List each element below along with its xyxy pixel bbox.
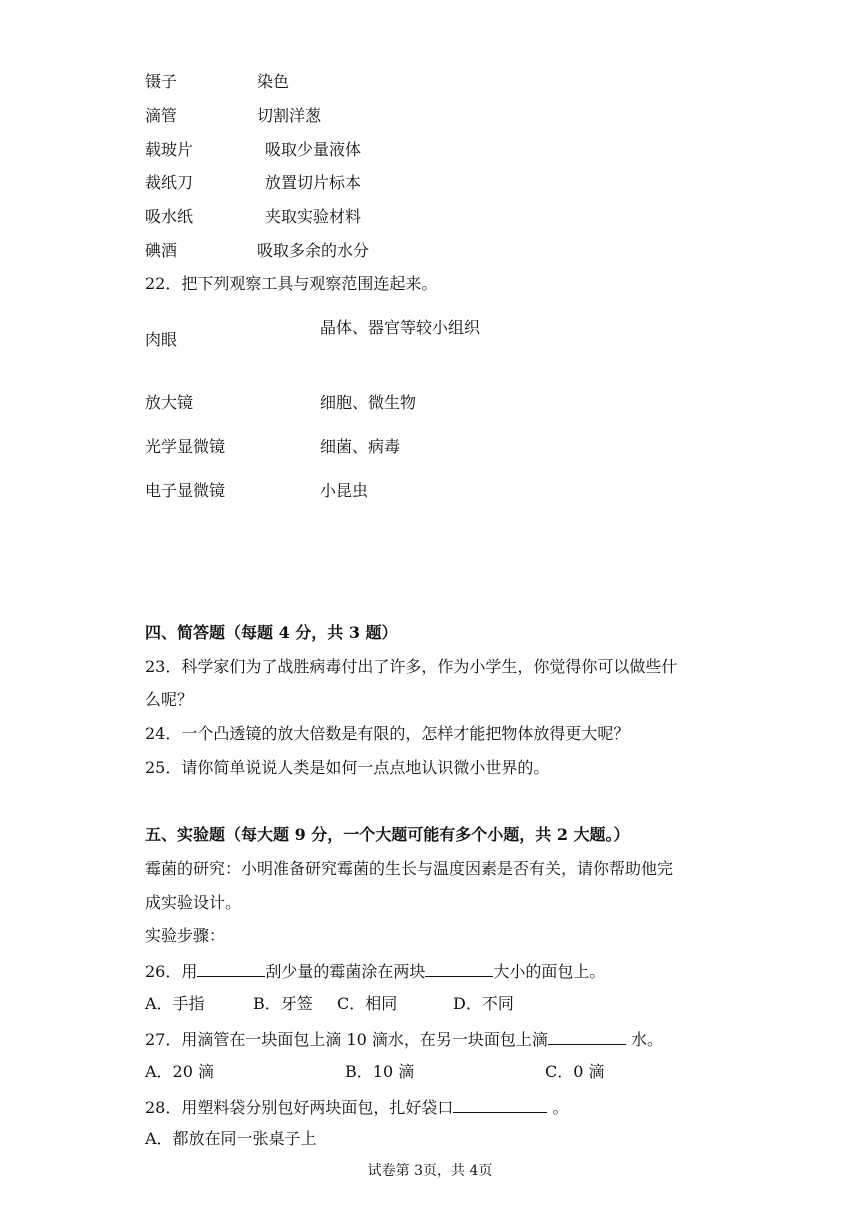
observe-range: 细胞、微生物 bbox=[320, 393, 417, 412]
q26-text-a: 26．用 bbox=[145, 962, 198, 981]
observe-tool: 光学显微镜 bbox=[145, 437, 226, 456]
q28-text-a: 28．用塑料袋分别包好两块面包，扎好袋口 bbox=[145, 1098, 454, 1117]
q28-option-a[interactable]: A．都放在同一张桌子上 bbox=[145, 1129, 317, 1148]
q26-option-b[interactable]: B．牙签 bbox=[253, 994, 313, 1013]
q26-blank-2[interactable] bbox=[425, 960, 493, 977]
tool-label: 载玻片 bbox=[145, 140, 194, 159]
experiment-intro-line-1: 霉菌的研究：小明准备研究霉菌的生长与温度因素是否有关，请你帮助他完 bbox=[145, 859, 674, 878]
tool-label: 碘酒 bbox=[145, 241, 178, 260]
use-label: 切割洋葱 bbox=[257, 106, 322, 125]
q26-option-a[interactable]: A．手指 bbox=[145, 994, 205, 1013]
q27-option-c[interactable]: C．0 滴 bbox=[545, 1062, 605, 1081]
q27-option-a[interactable]: A．20 滴 bbox=[145, 1062, 215, 1081]
tool-label: 滴管 bbox=[145, 106, 178, 125]
section-5-heading: 五、实验题（每大题 9 分，一个大题可能有多个小题，共 2 大题。） bbox=[145, 825, 630, 844]
observe-tool: 肉眼 bbox=[145, 330, 178, 349]
question-23-line-1: 23．科学家们为了战胜病毒付出了许多，作为小学生，你觉得你可以做些什 bbox=[145, 657, 678, 676]
question-23-line-2: 么呢？ bbox=[145, 690, 194, 709]
observe-tool: 放大镜 bbox=[145, 393, 194, 412]
q28-blank[interactable] bbox=[453, 1096, 547, 1113]
page-footer: 试卷第 3页，共 4页 bbox=[367, 1163, 493, 1179]
observe-tool: 电子显微镜 bbox=[145, 481, 226, 500]
question-27 bbox=[145, 1028, 663, 1050]
q22-row-1 bbox=[145, 312, 745, 376]
observe-range: 细菌、病毒 bbox=[320, 437, 401, 456]
observe-range: 晶体、器官等较小组织 bbox=[320, 318, 481, 337]
use-label: 吸取多余的水分 bbox=[257, 241, 370, 260]
experiment-intro-line-2: 成实验设计。 bbox=[145, 893, 242, 912]
tool-label: 吸水纸 bbox=[145, 207, 194, 226]
use-label: 放置切片标本 bbox=[265, 173, 362, 192]
observe-range: 小昆虫 bbox=[320, 481, 369, 500]
use-label: 夹取实验材料 bbox=[265, 207, 362, 226]
q26-option-c[interactable]: C．相同 bbox=[337, 994, 398, 1013]
q26-blank-1[interactable] bbox=[197, 960, 265, 977]
tool-label: 裁纸刀 bbox=[145, 173, 194, 192]
question-24: 24．一个凸透镜的放大倍数是有限的，怎样才能把物体放得更大呢？ bbox=[145, 724, 630, 743]
q26-text-b: 刮少量的霉菌涂在两块 bbox=[265, 962, 426, 981]
section-4-heading: 四、简答题（每题 4 分，共 3 题） bbox=[145, 623, 398, 642]
q27-text-b: 水。 bbox=[631, 1030, 664, 1049]
question-22: 22．把下列观察工具与观察范围连起来。 bbox=[145, 274, 438, 293]
question-26 bbox=[145, 960, 605, 982]
q27-blank[interactable] bbox=[548, 1028, 626, 1045]
use-label: 染色 bbox=[257, 72, 290, 91]
use-label: 吸取少量液体 bbox=[265, 140, 362, 159]
question-28 bbox=[145, 1096, 568, 1118]
q26-option-d[interactable]: D．不同 bbox=[453, 994, 514, 1013]
q28-text-b: 。 bbox=[552, 1098, 569, 1117]
q27-option-b[interactable]: B．10 滴 bbox=[345, 1062, 415, 1081]
experiment-steps-label: 实验步骤： bbox=[145, 926, 226, 945]
q27-text-a: 27．用滴管在一块面包上滴 10 滴水，在另一块面包上滴 bbox=[145, 1030, 548, 1049]
question-25: 25．请你简单说说人类是如何一点点地认识微小世界的。 bbox=[145, 758, 550, 777]
tool-label: 镊子 bbox=[145, 72, 178, 91]
q26-text-c: 大小的面包上。 bbox=[493, 962, 606, 981]
